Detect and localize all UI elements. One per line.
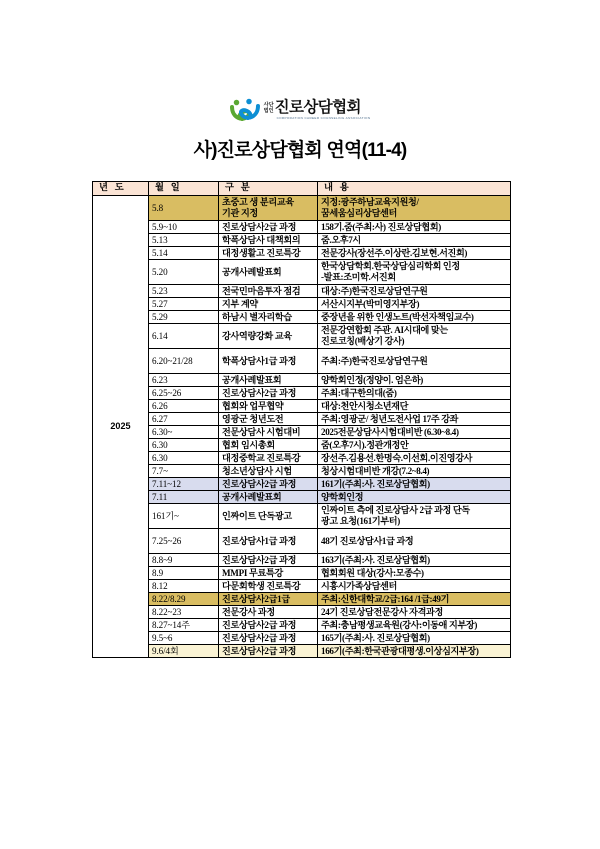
cell-date: 7.11~12 <box>149 478 219 491</box>
cell-type: 하남시 별자리학습 <box>219 311 318 324</box>
cell-description: 줌.오후7시 <box>318 234 511 247</box>
table-row <box>93 221 511 234</box>
table-row <box>93 400 511 413</box>
cell-description: 협회회원 대상(강사:모종수) <box>318 567 511 580</box>
table-row <box>93 491 511 504</box>
cell-description: 대상:주)한국진로상담연구원 <box>318 285 511 298</box>
table-row <box>93 632 511 645</box>
cell-type: 지부 계약 <box>219 298 318 311</box>
table-row <box>93 580 511 593</box>
table-row <box>93 619 511 632</box>
cell-date: 6.30~ <box>149 426 219 439</box>
cell-date: 6.30 <box>149 439 219 452</box>
cell-description: 163기(주최:사. 진로상담협회) <box>318 554 511 567</box>
col-header-type: 구 분 <box>219 182 318 196</box>
cell-date: 8.8~9 <box>149 554 219 567</box>
table-row <box>93 234 511 247</box>
table-row <box>93 554 511 567</box>
cell-date: 161기~ <box>149 504 219 529</box>
cell-description: 한국상담학회.한국상담심리학회 인정 -발표:조미학.서진희 <box>318 260 511 285</box>
table-row <box>93 452 511 465</box>
cell-type: 초중고 생 분리교육 기관 지정 <box>219 196 318 221</box>
cell-type: 진로상담사1급 과정 <box>219 529 318 554</box>
table-row <box>93 324 511 349</box>
cell-description: 166기(주최:한국관광대평생.이상심지부장) <box>318 645 511 658</box>
table-row <box>93 260 511 285</box>
cell-description: 장선주.김용선.한명숙.이선회.이진영강사 <box>318 452 511 465</box>
cell-description: 지정:광주하남교육지원청/ 꿈세움심리상담센터 <box>318 196 511 221</box>
cell-description: 서산시지부(박미영지부장) <box>318 298 511 311</box>
logo-prefix-line1: 사단 <box>263 102 274 109</box>
table-row <box>93 439 511 452</box>
table-row <box>93 374 511 387</box>
cell-type: 공개사례발표회 <box>219 374 318 387</box>
cell-date: 7.11 <box>149 491 219 504</box>
table-row <box>93 387 511 400</box>
cell-type: MMPI 무료특강 <box>219 567 318 580</box>
cell-date: 6.14 <box>149 324 219 349</box>
cell-description: 165기(주최:사. 진로상담협회) <box>318 632 511 645</box>
cell-type: 학폭상담사1급 과정 <box>219 349 318 374</box>
cell-type: 전국민마음투자 점검 <box>219 285 318 298</box>
table-row <box>93 349 511 374</box>
cell-type: 공개사례발표회 <box>219 260 318 285</box>
logo-prefix <box>264 103 274 115</box>
cell-date: 5.29 <box>149 311 219 324</box>
cell-date: 5.13 <box>149 234 219 247</box>
cell-description: 대상:천안시청소년재단 <box>318 400 511 413</box>
cell-description: 청상시험대비반 개강(7.2~8.4) <box>318 465 511 478</box>
table-row <box>93 645 511 658</box>
cell-description: 주최:주)한국진로상담연구원 <box>318 349 511 374</box>
cell-date: 5.23 <box>149 285 219 298</box>
cell-description: 주최:신한대학교/2급:164 /1급:49기 <box>318 593 511 606</box>
cell-description: 전문강사(장선주.이상란.김보현.서진희) <box>318 247 511 260</box>
cell-type: 영광군 청년도전 <box>219 413 318 426</box>
cell-type: 진로상담사2급 과정 <box>219 387 318 400</box>
table-body <box>93 196 511 658</box>
table-row <box>93 311 511 324</box>
cell-type: 강사역량강화 교육 <box>219 324 318 349</box>
cell-description: 158기.줌(주최:사) 진로상담협회) <box>318 221 511 234</box>
table-row <box>93 298 511 311</box>
logo-tagline: CORPORATION CAREER COUNSELING ASSOCIATION <box>276 116 371 121</box>
table-row <box>93 504 511 529</box>
cell-description: 주최:대구한의대(줌) <box>318 387 511 400</box>
cell-description: 양학회인정 <box>318 491 511 504</box>
logo-mark-icon <box>230 98 260 122</box>
table-row <box>93 196 511 221</box>
cell-type: 전문상담사 시험대비 <box>219 426 318 439</box>
cell-date: 5.27 <box>149 298 219 311</box>
cell-date: 6.20~21/28 <box>149 349 219 374</box>
association-logo <box>0 98 600 122</box>
cell-type: 대정중학교 진로특강 <box>219 452 318 465</box>
cell-description: 161기(주최:사. 진로상담협회) <box>318 478 511 491</box>
cell-date: 7.25~26 <box>149 529 219 554</box>
cell-description: 2025전문상담사시험대비반 (6.30~8.4) <box>318 426 511 439</box>
cell-date: 9.6/4회 <box>149 645 219 658</box>
table-row <box>93 606 511 619</box>
cell-description: 48기 진로상담사1급 과정 <box>318 529 511 554</box>
cell-type: 진로상담사2급 과정 <box>219 478 318 491</box>
cell-description: 줌(오후7시).정관개정안 <box>318 439 511 452</box>
cell-type: 전문강사 과정 <box>219 606 318 619</box>
table-row <box>93 413 511 426</box>
cell-date: 9.5~6 <box>149 632 219 645</box>
cell-type: 인짜이트 단독광고 <box>219 504 318 529</box>
col-header-date: 월 일 <box>149 182 219 196</box>
cell-date: 8.22/8.29 <box>149 593 219 606</box>
table-row <box>93 285 511 298</box>
cell-date: 6.30 <box>149 452 219 465</box>
cell-date: 5.8 <box>149 196 219 221</box>
cell-description: 양학회인정(정양이. 엄은하) <box>318 374 511 387</box>
cell-date: 8.27~14주 <box>149 619 219 632</box>
history-table <box>92 181 511 658</box>
history-table-wrap <box>92 181 510 658</box>
cell-type: 진로상담사2급 과정 <box>219 632 318 645</box>
table-row <box>93 426 511 439</box>
page-title: 사)진로상담협회 연역(11-4) <box>193 140 407 161</box>
year-cell: 2025 <box>93 196 149 658</box>
cell-type: 공개사례발표회 <box>219 491 318 504</box>
cell-type: 다문회학생 진로특강 <box>219 580 318 593</box>
table-row <box>93 529 511 554</box>
table-row <box>93 247 511 260</box>
cell-description: 시흥시가족상담센터 <box>318 580 511 593</box>
cell-type: 진로상담사2급 과정 <box>219 554 318 567</box>
cell-type: 진로상담사2급 과정 <box>219 619 318 632</box>
cell-date: 8.12 <box>149 580 219 593</box>
table-row <box>93 567 511 580</box>
cell-type: 진로상담사2급 과정 <box>219 645 318 658</box>
cell-date: 8.9 <box>149 567 219 580</box>
cell-date: 5.20 <box>149 260 219 285</box>
cell-description: 주최:충남평생교육원(강사:이동애 지부장) <box>318 619 511 632</box>
col-header-year: 년 도 <box>93 182 149 196</box>
cell-type: 청소년상담사 시험 <box>219 465 318 478</box>
cell-type: 협회와 업무협약 <box>219 400 318 413</box>
table-row <box>93 478 511 491</box>
col-header-desc: 내 용 <box>318 182 511 196</box>
logo-prefix-line2: 법인 <box>263 107 274 114</box>
cell-date: 7.7~ <box>149 465 219 478</box>
cell-date: 6.23 <box>149 374 219 387</box>
cell-date: 6.27 <box>149 413 219 426</box>
cell-date: 5.14 <box>149 247 219 260</box>
logo-name: 진로상담협회 <box>274 98 361 116</box>
cell-type: 학폭상담사 대책회의 <box>219 234 318 247</box>
cell-description: 전문강연합회 주관. AI시대에 맞는 진로코칭(배상기 강사) <box>318 324 511 349</box>
cell-description: 중장년을 위한 인생노트(박선자책임교수) <box>318 311 511 324</box>
cell-date: 6.25~26 <box>149 387 219 400</box>
cell-type: 진로상담사2급 과정 <box>219 221 318 234</box>
cell-type: 진로상담사2급1급 <box>219 593 318 606</box>
cell-description: 주최:영광군/ 청년도전사업 17주 강좌 <box>318 413 511 426</box>
cell-description: 인짜이트 측에 진로상담사 2급 과정 단독 광고 요청(161기부터) <box>318 504 511 529</box>
cell-date: 8.22~23 <box>149 606 219 619</box>
cell-date: 6.26 <box>149 400 219 413</box>
cell-description: 24기 진로상담전문강사 자격과정 <box>318 606 511 619</box>
cell-type: 대정생활고 진로특강 <box>219 247 318 260</box>
cell-type: 협회 임시총회 <box>219 439 318 452</box>
table-header-row <box>93 182 511 196</box>
table-row <box>93 593 511 606</box>
table-row <box>93 465 511 478</box>
cell-date: 5.9~10 <box>149 221 219 234</box>
